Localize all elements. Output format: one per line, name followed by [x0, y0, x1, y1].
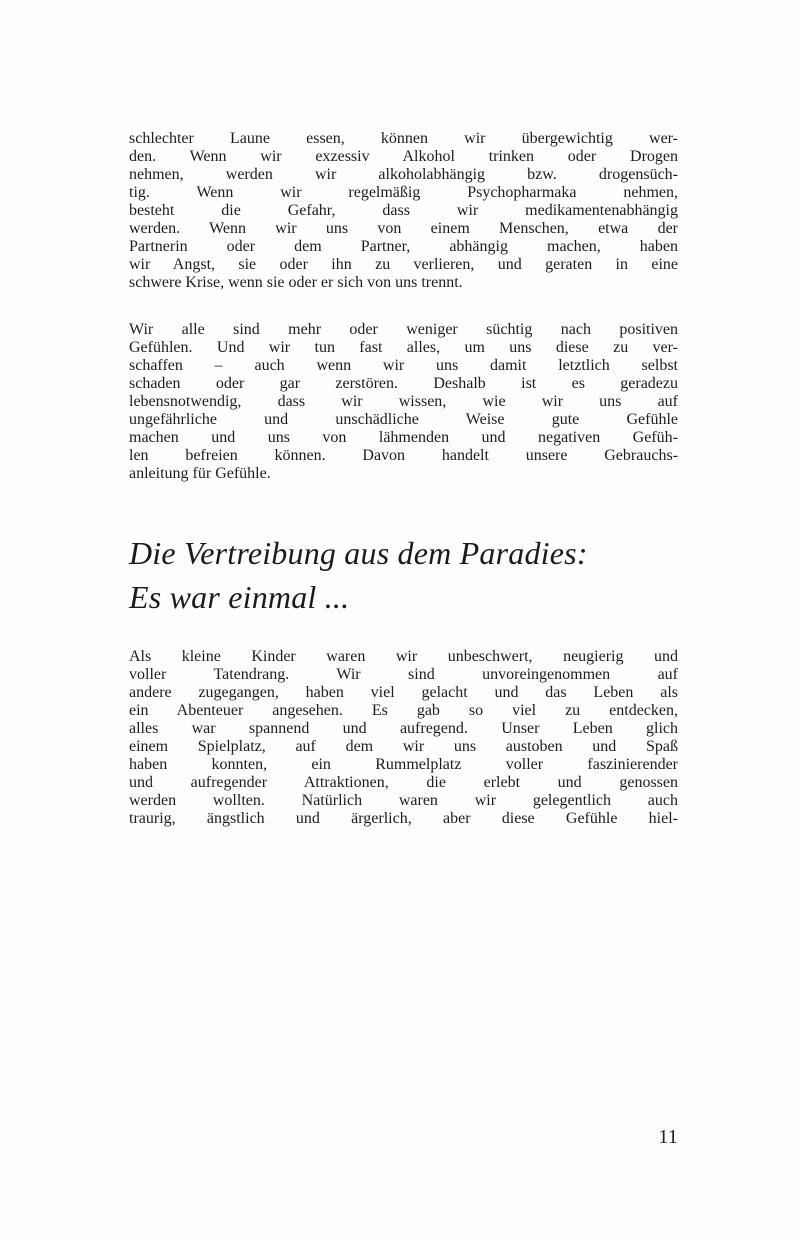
text-line: machen und uns von lähmenden und negativen Gefüh- [129, 429, 678, 446]
text-line: andere zugegangen, haben viel gelacht und das Leben als [129, 684, 678, 701]
text-line: traurig, ängstlich und ärgerlich, aber diese Gefühle hiel- [129, 810, 678, 827]
text-line: schaden oder gar zerstören. Deshalb ist es geradezu [129, 375, 678, 392]
text-block [129, 101, 678, 844]
text-line: werden. Wenn wir uns von einem Menschen, etwa der [129, 220, 678, 237]
text-line: tig. Wenn wir regelmäßig Psychopharmaka nehmen, [129, 184, 678, 201]
text-line: alles war spannend und aufregend. Unser Leben glich [129, 720, 678, 737]
text-line: Gefühlen. Und wir tun fast alles, um uns diese zu ver- [129, 339, 678, 356]
section-heading-line: Es war einmal ... [129, 579, 350, 615]
text-line: ungefährliche und unschädliche Weise gute Gefühle [129, 411, 678, 428]
text-line: haben konnten, ein Rummelplatz voller faszinierender [129, 756, 678, 773]
text-line: lebensnotwendig, dass wir wissen, wie wir uns auf [129, 393, 678, 410]
text-line: einem Spielplatz, auf dem wir uns austoben und Spaß [129, 738, 678, 755]
text-line: den. Wenn wir exzessiv Alkohol trinken oder Drogen [129, 148, 678, 165]
text-line: anleitung für Gefühle. [129, 465, 271, 482]
text-line: Wir alle sind mehr oder weniger süchtig nach positiven [129, 321, 678, 338]
section-heading [129, 531, 678, 619]
text-line: ein Abenteuer angesehen. Es gab so viel zu entdecken, [129, 702, 678, 719]
section-heading-line: Die Vertreibung aus dem Paradies: [129, 535, 588, 571]
text-line: wir Angst, sie oder ihn zu verlieren, und geraten in eine [129, 256, 678, 273]
text-line: werden wollten. Natürlich waren wir gelegentlich auch [129, 792, 678, 809]
text-line: besteht die Gefahr, dass wir medikamentenabhängig [129, 202, 678, 219]
text-line: Als kleine Kinder waren wir unbeschwert, neugierig und [129, 648, 678, 665]
text-line: schlechter Laune essen, können wir übergewichtig wer- [129, 130, 678, 147]
text-line: und aufregender Attraktionen, die erlebt und genossen [129, 774, 678, 791]
text-line: schwere Krise, wenn sie oder er sich von uns trennt. [129, 274, 463, 291]
text-line: voller Tatendrang. Wir sind unvoreingenommen auf [129, 666, 678, 683]
text-line: Partnerin oder dem Partner, abhängig machen, haben [129, 238, 678, 255]
text-line: nehmen, werden wir alkoholabhängig bzw. drogensüch- [129, 166, 678, 183]
text-line: schaffen – auch wenn wir uns damit letztlich selbst [129, 357, 678, 374]
page-number: 11 [658, 1126, 678, 1148]
text-line: len befreien können. Davon handelt unsere Gebrauchs- [129, 447, 678, 464]
